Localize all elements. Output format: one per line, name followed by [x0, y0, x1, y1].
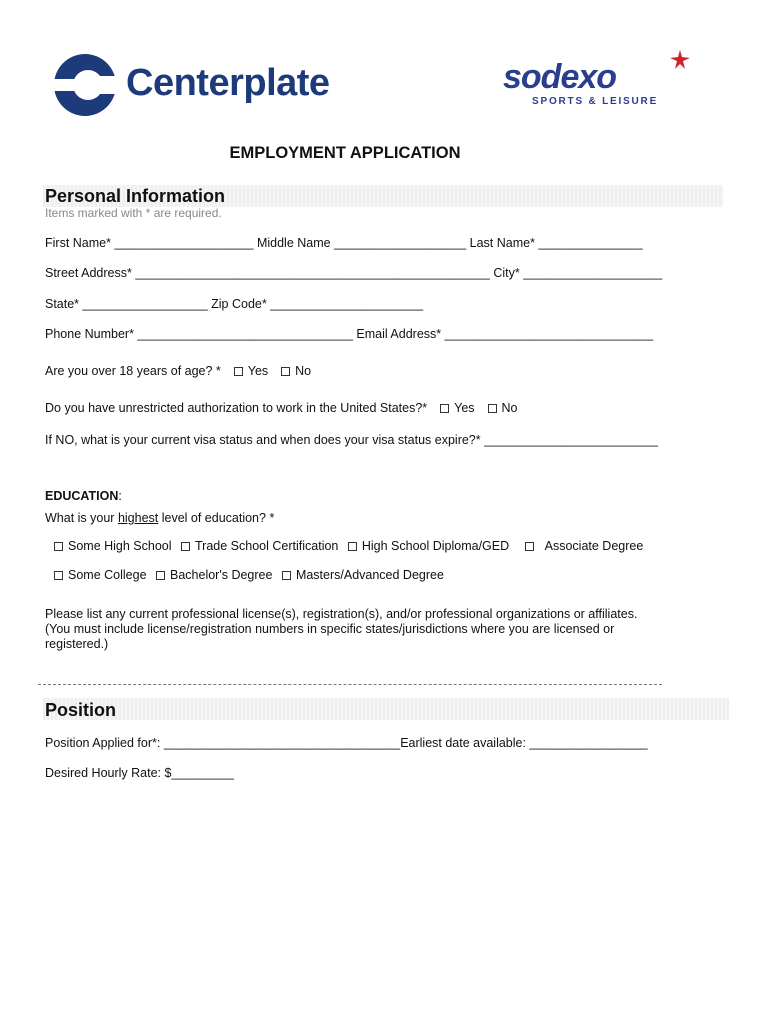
- education-question-emphasis: highest: [117, 511, 159, 525]
- street-line[interactable]: Street Address* ___________________________________________________ City* ____________________: [45, 266, 663, 280]
- education-options-row1: Some High School Trade School Certification High School Diploma/GED Associate Degree: [54, 539, 643, 553]
- bachelors-degree-checkbox[interactable]: [156, 571, 165, 580]
- page-title: EMPLOYMENT APPLICATION: [229, 144, 461, 162]
- position-section-bar: [43, 698, 729, 720]
- name-line[interactable]: First Name* ____________________ Middle Name ___________________ Last Name* _______________: [45, 236, 643, 250]
- masters-degree-checkbox[interactable]: [282, 571, 291, 580]
- required-hint: Items marked with * are required.: [45, 206, 222, 220]
- position-section-heading: Position: [45, 700, 116, 720]
- centerplate-logo-text: Centerplate: [126, 62, 330, 104]
- education-options-row2: Some College Bachelor's Degree Masters/Advanced Degree: [54, 568, 444, 582]
- some-college-checkbox[interactable]: [54, 571, 63, 580]
- auth-yes-checkbox[interactable]: [440, 404, 449, 413]
- auth-question-row: [45, 401, 518, 415]
- age-question-row: [45, 364, 311, 378]
- license-instructions: Please list any current professional license(s), registration(s), and/or professional organizations or affiliates. (You must include license/registration numbers in specific states/jurisdictions where you are licensed or registered.): [45, 607, 638, 651]
- state-line[interactable]: State* __________________ Zip Code* ______________________: [45, 297, 424, 311]
- high-school-diploma-checkbox[interactable]: [348, 542, 357, 551]
- auth-no-label: No: [501, 401, 518, 415]
- hourly-rate-line[interactable]: Desired Hourly Rate: $_________: [45, 766, 235, 780]
- auth-question-label: Do you have unrestricted authorization to work in the United States?*: [45, 401, 428, 415]
- personal-section-heading: Personal Information: [45, 186, 226, 206]
- trade-school-checkbox[interactable]: [181, 542, 190, 551]
- education-heading-row: EDUCATION:: [45, 489, 122, 503]
- sodexo-logo-subtitle: SPORTS & LEISURE: [532, 96, 659, 107]
- sodexo-star-icon: [670, 50, 690, 70]
- sodexo-logo-text: sodexo: [503, 58, 617, 96]
- education-question: What is your highest level of education? *: [45, 511, 275, 525]
- auth-yes-label: Yes: [454, 401, 475, 415]
- position-applied-line[interactable]: Position Applied for*: __________________________________Earliest date available: _________________: [45, 736, 648, 750]
- associate-degree-checkbox[interactable]: [525, 542, 534, 551]
- age-question-label: Are you over 18 years of age? *: [45, 364, 221, 378]
- age-yes-checkbox[interactable]: [234, 367, 243, 376]
- auth-no-checkbox[interactable]: [488, 404, 497, 413]
- age-yes-label: Yes: [247, 364, 269, 378]
- education-heading: EDUCATION: [45, 489, 119, 503]
- centerplate-logo-icon: [52, 52, 118, 118]
- license-answer-line[interactable]: [38, 684, 662, 685]
- phone-line[interactable]: Phone Number* _______________________________ Email Address* ______________________________: [45, 327, 654, 341]
- visa-line[interactable]: If NO, what is your current visa status and when does your visa status expire?* _________________________: [45, 433, 658, 447]
- age-no-checkbox[interactable]: [281, 367, 290, 376]
- some-high-school-checkbox[interactable]: [54, 542, 63, 551]
- age-no-label: No: [295, 364, 312, 378]
